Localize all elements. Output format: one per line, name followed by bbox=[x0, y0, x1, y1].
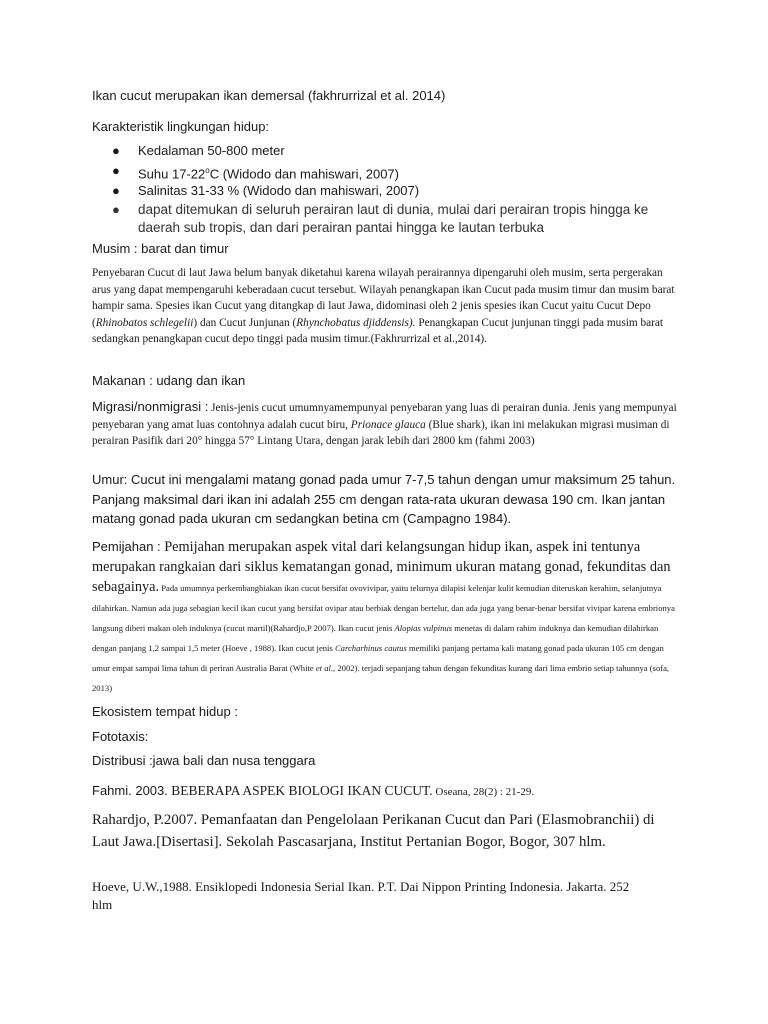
env-heading: Karakteristik lingkungan hidup: bbox=[92, 119, 270, 134]
reference-fahmi: Fahmi. 2003. BEBERAPA ASPEK BIOLOGI IKAN CUCUT. Oseana, 28(2) : 21-29. bbox=[92, 783, 535, 798]
fototaxis-line: Fototaxis: bbox=[92, 729, 149, 744]
musim-heading: Musim : barat dan timur bbox=[92, 241, 229, 256]
distribusi-line: Distribusi :jawa bali dan nusa tenggara bbox=[92, 753, 316, 768]
migrasi-label: Migrasi/nonmigrasi : bbox=[92, 399, 209, 414]
reference-hoeve: Hoeve, U.W.,1988. Ensiklopedi Indonesia Serial Ikan. P.T. Dai Nippon Printing Indonesia. Jakarta. 252 hlm bbox=[92, 879, 630, 912]
env-list bbox=[92, 143, 684, 237]
env-item-distribution: ● dapat ditemukan di seluruh perairan laut di dunia, mulai dari perairan tropis hingga ke daerah sub tropis, dan dari perairan pantai hingga ke lautan terbuka bbox=[112, 202, 649, 235]
intro-line: Ikan cucut merupakan ikan demersal (fakhrurrizal et al. 2014) bbox=[92, 88, 446, 103]
bullet-icon: ● bbox=[112, 183, 120, 198]
bullet-icon: ● bbox=[112, 143, 120, 158]
musim-paragraph: Penyebaran Cucut di laut Jawa belum banyak diketahui karena wilayah perairannya dipengaruhi oleh musim, serta pergerakan arus yang dapat mempengaruhi keberadaan cucut tersebut. Wilayah penangkapan ikan Cucut pada musim timur dan musim barat hampir sama. Spesies ikan Cucut yang ditangkap di laut Jawa, didominasi oleh 2 jenis spesies ikan Cucut yaitu Cucut Depo (Rhinobatos schlegelii) dan Cucut Junjunan (Rhynchobatus djiddensis). Penangkapan Cucut junjunan tinggi pada musim barat sedangkan penangkapan cucut depo tinggi pada musim timur.(Fakhrurrizal et al.,2014). bbox=[92, 267, 675, 345]
migrasi-paragraph: Migrasi/nonmigrasi : Jenis-jenis cucut umumnyamempunyai penyebaran yang luas di perairan dunia. Jenis yang mempunyai penyebaran yang amat luas contohnya adalah cucut biru, Prionace glauca (Blue shark), ikan ini melakukan migrasi musiman di perairan Pasifik dari 20° hingga 57° Lintang Utara, dengan jarak lebih dari 2800 km (fahmi 2003) bbox=[92, 399, 677, 447]
bullet-icon: ● bbox=[112, 163, 120, 178]
pemijahan-label: Pemijahan : bbox=[92, 539, 161, 554]
reference-rahardjo: Rahardjo, P.2007. Pemanfaatan dan Pengelolaan Perikanan Cucut dan Pari (Elasmobranchii) di Laut Jawa.[Disertasi]. Sekolah Pascasarjana, Institut Pertanian Bogor, Bogor, 307 hlm. bbox=[92, 812, 655, 850]
makanan-line: Makanan : udang dan ikan bbox=[92, 373, 246, 388]
env-item-temperature: ● Suhu 17-22$^o$C (Widodo dan mahiswari, 2007) bbox=[112, 163, 399, 182]
env-item-depth: ● Kedalaman 50-800 meter bbox=[112, 143, 285, 158]
ekosistem-line: Ekosistem tempat hidup : bbox=[92, 704, 238, 719]
umur-paragraph: Umur: Cucut ini mengalami matang gonad pada umur 7-7,5 tahun dengan umur maksimum 25 tahun. Panjang maksimal dari ikan ini adalah 255 cm dengan rata-rata ukuran dewasa 190 cm. Ikan jantan matang gonad pada ukuran cm sedangkan betina cm (Campagno 1984). bbox=[92, 472, 676, 526]
pemijahan-paragraph: Pemijahan : Pemijahan merupakan aspek vital dari kelangsungan hidup ikan, aspek ini tentunya merupakan rangkaian dari siklus kematangan gonad, minimum ukuran matang gonad, fekunditas dan sebagainya. Pada umumnya perkembangbiakan ikan cucut bersifat ovovivipar, yaitu telurnya dilapisi kelenjar kulit kemudian diteruskan kerahim, selanjutnya dilahirkan. Namun ada juga sebagian kecil ikan cucut yang bersifat ovipar atau berbiak dengan bertelur, dan ada juga yang benar-benar bersifat vivipar karena embrionya langsung diberi makan oleh induknya (cucut martil)(Rahardjo,P 2007). Ikan cucut jenis Alopias vulpinus menetas di dalam rahim induknya dan kemudian dilahirkan dengan panjang 1,2 sampai 1,5 meter (Hoeve , 1988). Ikan cucut jenis Carcharhinus cautus memiliki panjang pertama kali matang gonad pada ukuran 105 cm dengan umur empat sampai lima tahun di periran Australia Barat (White et al., 2002). terjadi sepanjang tahun dengan fekunditas kurang dari lima embrio setiap tahunnya (sofa, 2013) bbox=[92, 539, 675, 693]
env-item-salinity: ● Salinitas 31-33 % (Widodo dan mahiswari, 2007) bbox=[112, 183, 420, 198]
bullet-icon: ● bbox=[112, 202, 120, 217]
